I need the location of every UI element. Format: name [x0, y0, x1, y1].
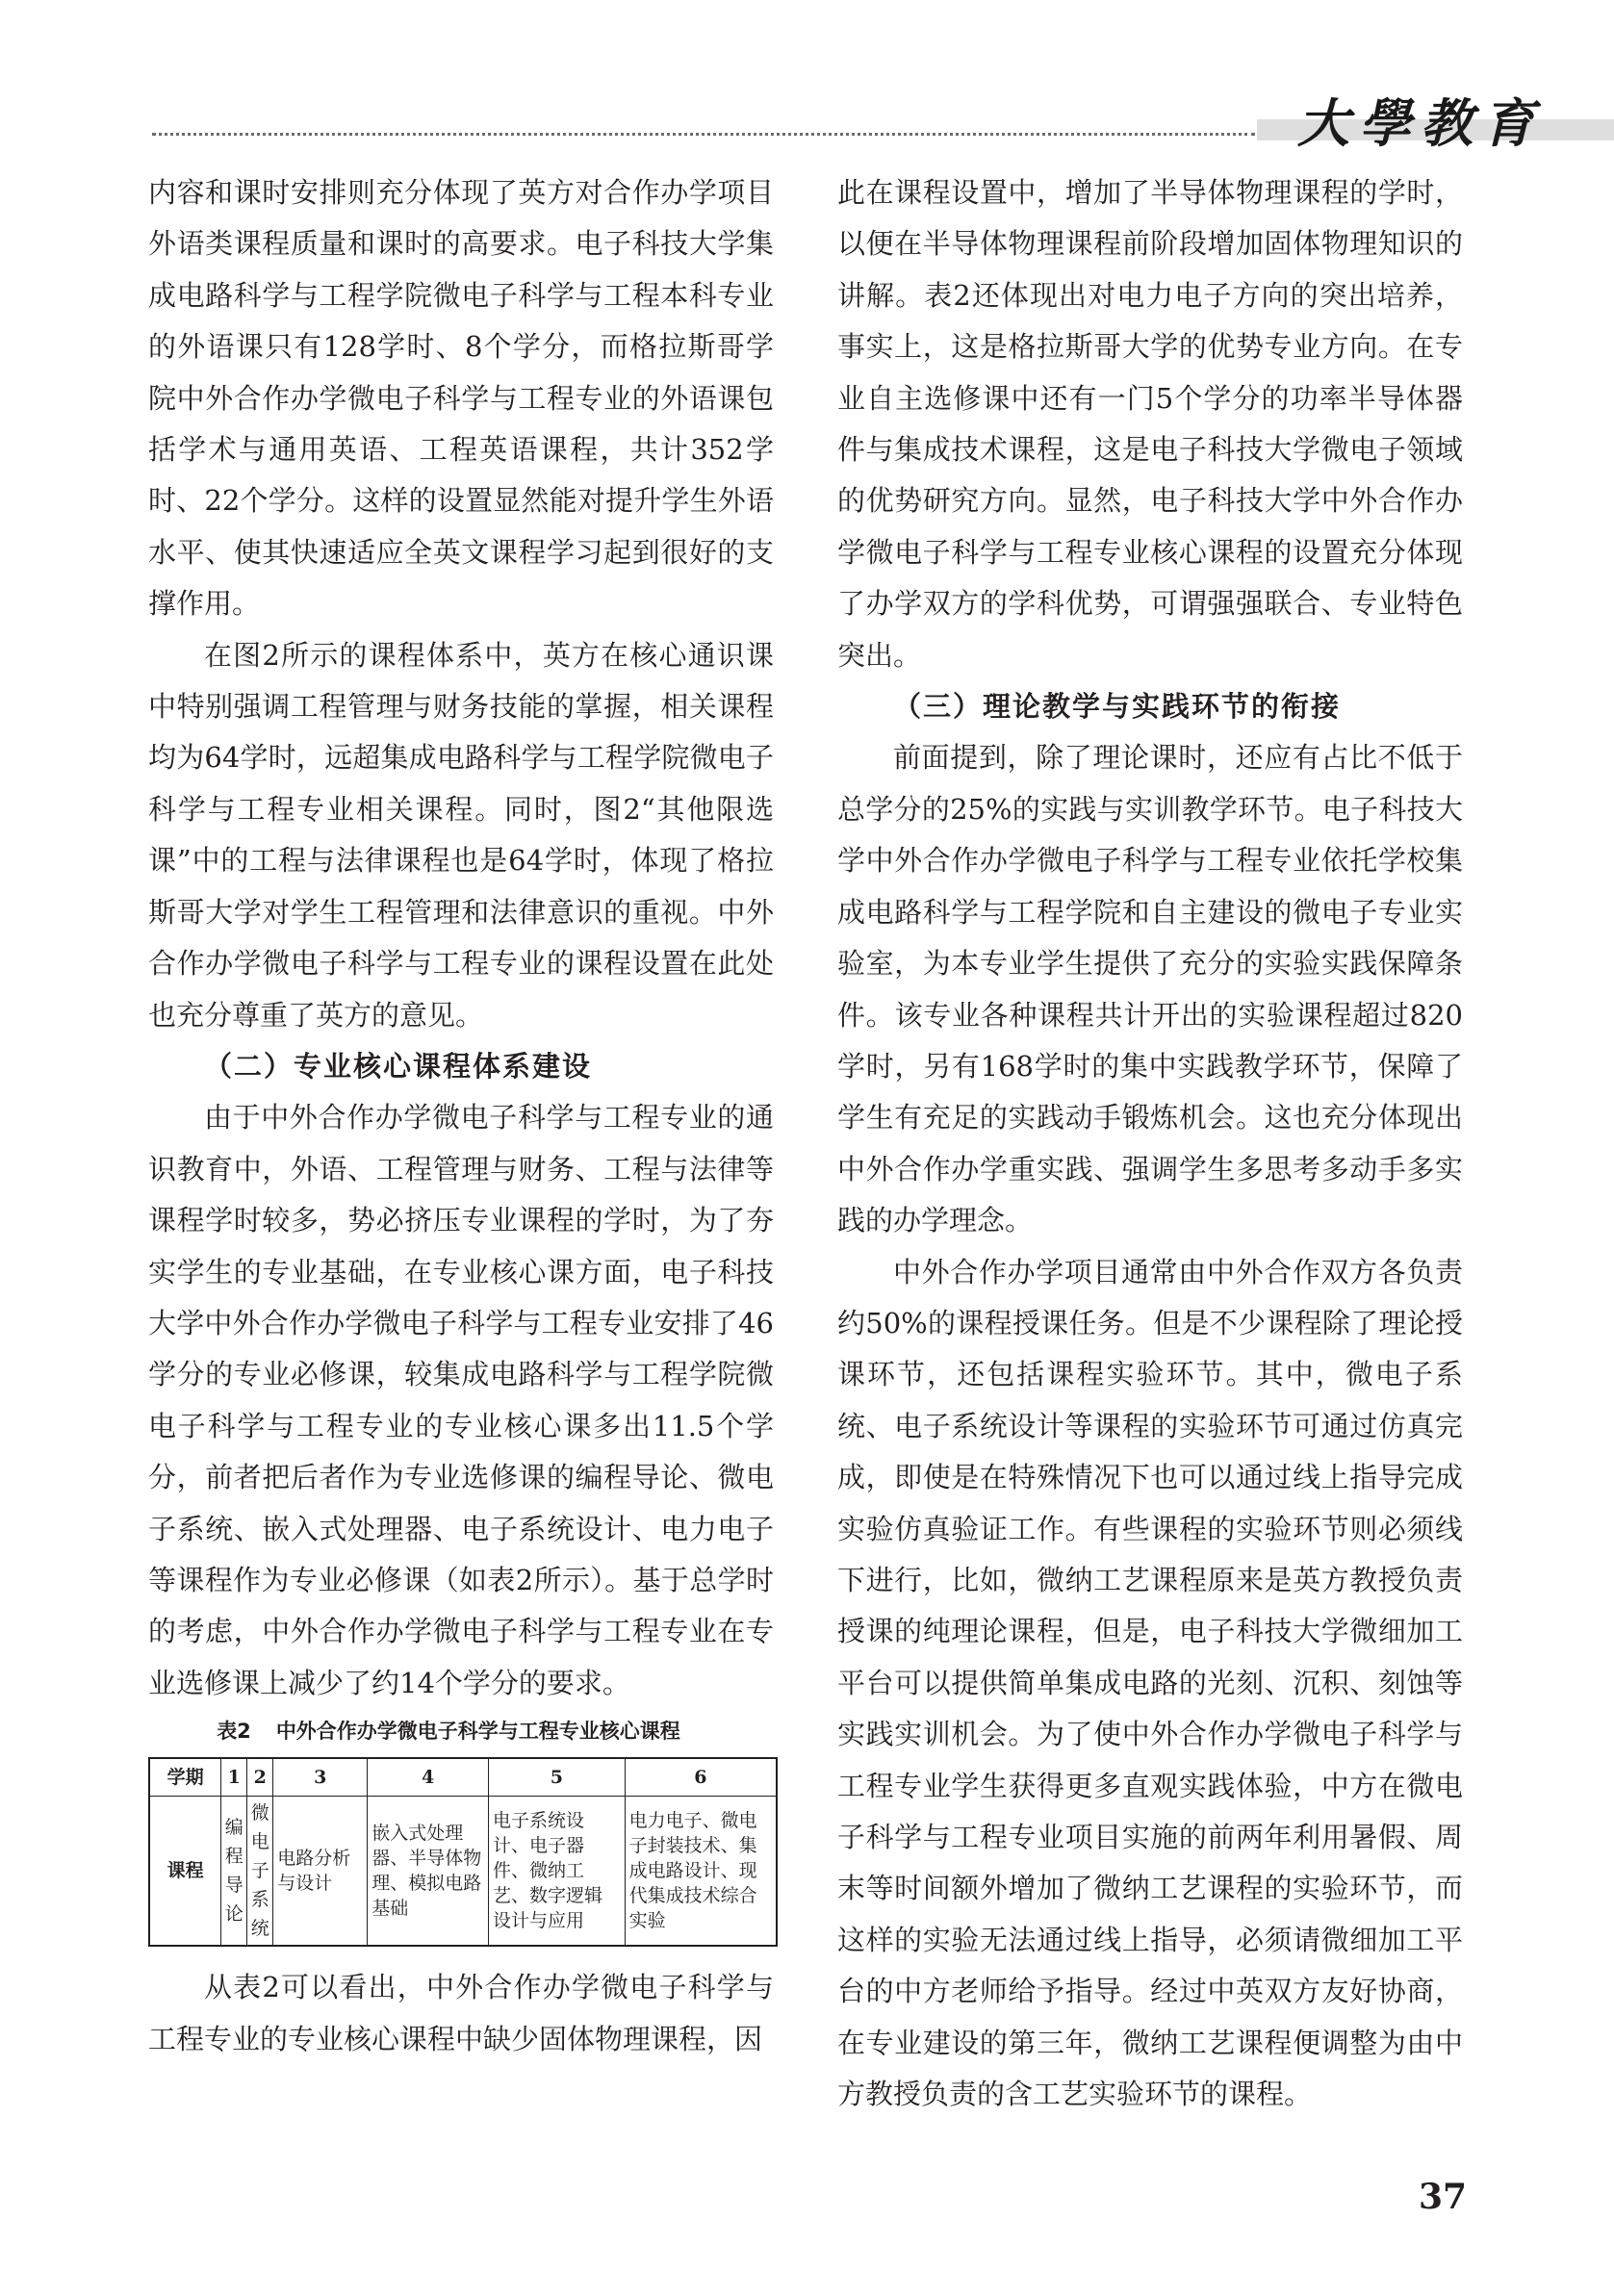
table-header-cell: 3	[273, 1758, 368, 1797]
table-header-cell: 1	[221, 1758, 247, 1797]
table-header-row	[149, 1758, 777, 1797]
table-caption	[148, 1717, 774, 1746]
table-row-label: 课程	[149, 1797, 221, 1947]
table-cell: 嵌入式处理器、半导体物理、模拟电路基础	[368, 1797, 489, 1947]
table-header-cell: 2	[247, 1758, 273, 1797]
paragraph: 由于中外合作办学微电子科学与工程专业的通识教育中，外语、工程管理与财务、工程与法律等课程学时较多，势必挤压专业课程的学时，为了夯实学生的专业基础，在专业核心课方面，电子科技大学中外合作办学微电子科学与工程专业安排了46学分的专业必修课，较集成电路科学与工程学院微电子科学与工程专业的专业核心课多出11.5个学分，前者把后者作为专业选修课的编程导论、微电子系统、嵌入式处理器、电子系统设计、电力电子等课程作为专业必修课（如表2所示）。基于总学时的考虑，中外合作办学微电子科学与工程专业在专业选修课上减少了约14个学分的要求。	[148, 1101, 774, 1699]
paragraph: 前面提到，除了理论课时，还应有占比不低于总学分的25%的实践与实训教学环节。电子科技大学中外合作办学微电子科学与工程专业依托学校集成电路科学与工程学院和自主建设的微电子专业实验室，为本专业学生提供了充分的实验实践保障条件。该专业各种课程共计开出的实验课程超过820学时，另有168学时的集中实践教学环节，保障了学生有充足的实践动手锻炼机会。这也充分体现出中外合作办学重实践、强调学生多思考多动手多实践的办学理念。	[837, 741, 1463, 1237]
table-cell: 电路分析与设计	[273, 1797, 368, 1947]
right-column	[837, 167, 1463, 2120]
table-cell: 微电子系统	[247, 1797, 273, 1947]
paragraph: 从表2可以看出，中外合作办学微电子科学与工程专业的专业核心课程中缺少固体物理课程，因	[148, 1971, 774, 2055]
section-heading: （二）专业核心课程体系建设	[204, 1049, 593, 1083]
table-cell: 电子系统设计、电子器件、微纳工艺、数字逻辑设计与应用	[489, 1797, 626, 1947]
table-header-cell: 学期	[149, 1758, 221, 1797]
table-header-cell: 5	[489, 1758, 626, 1797]
running-header	[152, 83, 1614, 154]
table-header-cell: 6	[625, 1758, 777, 1797]
table-cell: 电力电子、微电子封装技术、集成电路设计、现代集成技术综合实验	[625, 1797, 777, 1947]
table-caption-label: 表2	[217, 1720, 251, 1744]
table-header-cell: 4	[368, 1758, 489, 1797]
paragraph: 在图2所示的课程体系中，英方在核心通识课中特别强调工程管理与财务技能的掌握，相关课程均为64学时，远超集成电路科学与工程学院微电子科学与工程专业相关课程。同时，图2“其他限选课”中的工程与法律课程也是64学时，体现了格拉斯哥大学对学生工程管理和法律意识的重视。中外合作办学微电子科学与工程专业的课程设置在此处也充分尊重了英方的意见。	[148, 638, 774, 1032]
paragraph: 此在课程设置中，增加了半导体物理课程的学时，以便在半导体物理课程前阶段增加固体物理知识的讲解。表2还体现出对电力电子方向的突出培养，事实上，这是格拉斯哥大学的优势专业方向。在专业自主选修课中还有一门5个学分的功率半导体器件与集成技术课程，这是电子科技大学微电子领域的优势研究方向。显然，电子科技大学中外合作办学微电子科学与工程专业核心课程的设置充分体现了办学双方的学科优势，可谓强强联合、专业特色突出。	[837, 176, 1463, 672]
paragraph: 中外合作办学项目通常由中外合作双方各负责约50%的课程授课任务。但是不少课程除了理论授课环节，还包括课程实验环节。其中，微电子系统、电子系统设计等课程的实验环节可通过仿真完成，即使是在特殊情况下也可以通过线上指导完成实验仿真验证工作。有些课程的实验环节则必须线下进行，比如，微纳工艺课程原来是英方教授负责授课的纯理论课程，但是，电子科技大学微细加工平台可以提供简单集成电路的光刻、沉积、刻蚀等实践实训机会。为了使中外合作办学微电子科学与工程专业学生获得更多直观实践体验，中方在微电子科学与工程专业项目实施的前两年利用暑假、周末等时间额外增加了微纳工艺课程的实验环节，而这样的实验无法通过线上指导，必须请微细加工平台的中方老师给予指导。经过中英双方友好协商，在专业建设的第三年，微纳工艺课程便调整为由中方教授负责的含工艺实验环节的课程。	[837, 1255, 1463, 2111]
table-caption-title: 中外合作办学微电子科学与工程专业核心课程	[275, 1720, 680, 1744]
section-heading: （三）理论教学与实践环节的衔接	[893, 690, 1342, 724]
paragraph: 内容和课时安排则充分体现了英方对合作办学项目外语类课程质量和课时的高要求。电子科技大学集成电路科学与工程学院微电子科学与工程本科专业的外语课只有128学时、8个学分，而格拉斯哥学院中外合作办学微电子科学与工程专业的外语课包括学术与通用英语、工程英语课程，共计352学时、22个学分。这样的设置显然能对提升学生外语水平、使其快速适应全英文课程学习起到很好的支撑作用。	[148, 176, 774, 621]
journal-logo: 大學教育	[1297, 92, 1544, 154]
header-dotted-rule	[152, 133, 1255, 136]
left-column	[148, 167, 774, 2065]
core-course-table	[148, 1757, 778, 1947]
page-number: 37	[1419, 2177, 1468, 2217]
table-row	[149, 1797, 777, 1947]
table-cell: 编程导论	[221, 1797, 247, 1947]
